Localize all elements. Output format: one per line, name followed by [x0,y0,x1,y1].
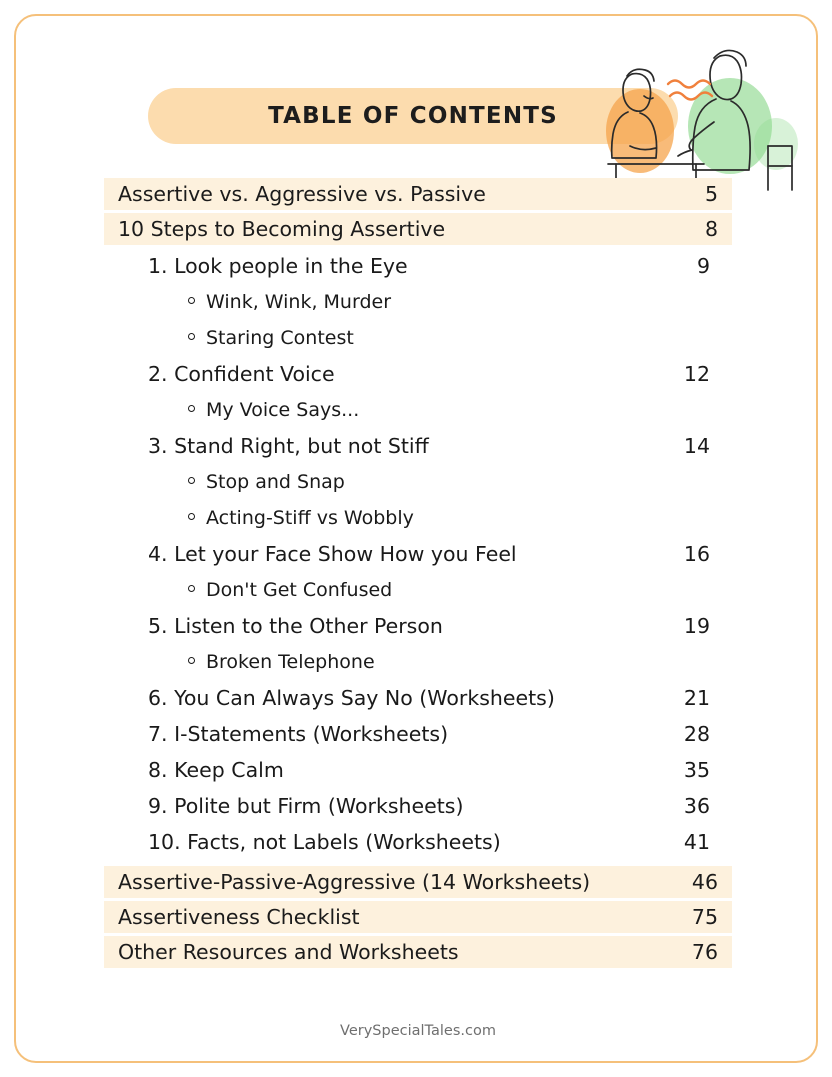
toc-entry-label: Acting-Stiff vs Wobbly [206,507,414,529]
toc-entry[interactable] [104,320,732,356]
toc-entry-label: 10. Facts, not Labels (Worksheets) [148,830,501,854]
table-of-contents [16,178,818,971]
toc-entry[interactable] [104,608,732,644]
footer-link[interactable]: VerySpecialTales.com [340,1023,496,1039]
toc-entry[interactable] [104,464,732,500]
toc-entry-label: Other Resources and Worksheets [118,940,459,964]
toc-entry-label: 3. Stand Right, but not Stiff [148,434,429,458]
toc-entry-page-number: 9 [696,254,710,278]
toc-entry[interactable] [104,680,732,716]
toc-entry-label: 5. Listen to the Other Person [148,614,443,638]
toc-entry-page-number: 16 [683,542,710,566]
toc-entry-page-number: 12 [683,362,710,386]
toc-entry-label: Wink, Wink, Murder [206,291,392,313]
toc-entry-label: Don't Get Confused [206,579,393,601]
page-title: TABLE OF CONTENTS [268,103,558,129]
two-people-talking-illustration [580,26,810,196]
toc-entry[interactable] [104,866,732,898]
bullet-icon [188,657,195,664]
toc-entry-label: Assertiveness Checklist [118,905,360,929]
toc-entry[interactable] [104,536,732,572]
toc-entry[interactable] [104,500,732,536]
toc-entry-label: 2. Confident Voice [148,362,335,386]
row-spacer [16,968,818,971]
toc-entry[interactable] [104,716,732,752]
toc-entry-label: Stop and Snap [206,471,345,493]
toc-entry[interactable] [104,936,732,968]
toc-entry-page-number: 21 [683,686,710,710]
toc-entry-page-number: 5 [704,182,718,206]
page-header [16,16,818,191]
document-page [14,14,818,1063]
toc-entry[interactable] [104,213,732,245]
toc-entry-label: 4. Let your Face Show How you Feel [148,542,517,566]
toc-entry[interactable] [104,284,732,320]
toc-entry-page-number: 75 [691,905,718,929]
bullet-icon [188,477,195,484]
toc-entry[interactable] [104,901,732,933]
toc-entry-page-number: 76 [691,940,718,964]
toc-entry-page-number: 41 [683,830,710,854]
toc-entry[interactable] [104,392,732,428]
toc-entry-label: Broken Telephone [206,651,375,673]
toc-entry-label: Staring Contest [206,327,354,349]
toc-entry-label: Assertive-Passive-Aggressive (14 Worksheets) [118,870,591,894]
toc-entry[interactable] [104,178,732,210]
toc-entry[interactable] [104,428,732,464]
toc-entry-label: My Voice Says... [206,399,360,421]
toc-entry-page-number: 19 [683,614,710,638]
toc-entry-label: 1. Look people in the Eye [148,254,408,278]
toc-entry-page-number: 28 [683,722,710,746]
bullet-icon [188,513,195,520]
toc-entry-label: Assertive vs. Aggressive vs. Passive [118,182,486,206]
toc-entry[interactable] [104,248,732,284]
toc-entry[interactable] [104,356,732,392]
toc-entry-label: 7. I-Statements (Worksheets) [148,722,449,746]
toc-entry[interactable] [104,752,732,788]
toc-entry[interactable] [104,572,732,608]
bullet-icon [188,333,195,340]
toc-entry-page-number: 14 [683,434,710,458]
bullet-icon [188,297,195,304]
toc-entry-label: 6. You Can Always Say No (Worksheets) [148,686,555,710]
toc-entry-label: 8. Keep Calm [148,758,284,782]
toc-entry-label: 9. Polite but Firm (Worksheets) [148,794,464,818]
toc-entry-page-number: 8 [704,217,718,241]
toc-entry[interactable] [104,644,732,680]
toc-entry-page-number: 46 [691,870,718,894]
toc-entry-page-number: 36 [683,794,710,818]
toc-entry[interactable] [104,788,732,824]
toc-entry-label: 10 Steps to Becoming Assertive [118,217,446,241]
toc-entry[interactable] [104,824,732,860]
toc-entry-page-number: 35 [683,758,710,782]
bullet-icon [188,585,195,592]
bullet-icon [188,405,195,412]
